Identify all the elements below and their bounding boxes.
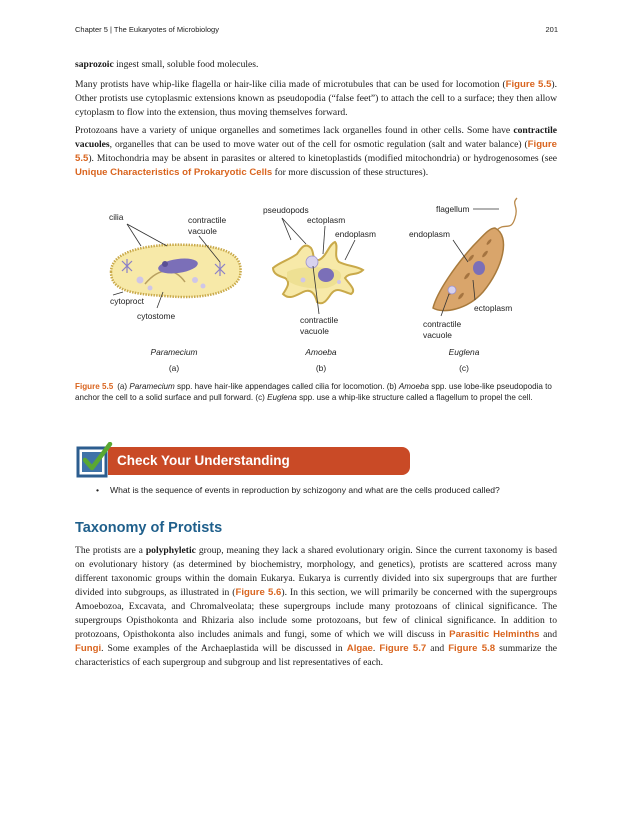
paramecium-illustration	[109, 212, 241, 373]
figure-5-8-link[interactable]: Figure 5.8	[448, 643, 496, 654]
paragraph-text: The protists are a	[75, 545, 146, 556]
protist-figure	[75, 196, 557, 376]
name-paramecium: Paramecium	[150, 347, 198, 357]
caption-text: spp. have hair-like appendages called cilia for locomotion. (b)	[174, 382, 399, 391]
label-vacuole: vacuole	[300, 326, 329, 336]
label-vacuole: vacuole	[423, 330, 452, 340]
caption-figure-number: Figure 5.5	[75, 382, 114, 391]
label-ectoplasm: ectoplasm	[474, 303, 513, 313]
paragraph-text: group, meaning they lack a shared evolutionary origin. Since the current taxonomy is based on evolutionary history (as determined by biochemistry, morphology, and genetics), protists are scattered across many different taxonomic groups within the domain Eukarya. Eukarya is currently divided into six supergroups that are further divided into subgroups, as illustrated in (	[75, 545, 557, 598]
paragraph-text: for more discussion of these structures).	[272, 167, 429, 178]
paragraph-text: and	[426, 643, 449, 654]
fungi-link[interactable]: Fungi	[75, 643, 102, 654]
paragraph-text: ). Mitochondria may be absent in parasites or altered to kinetoplastids (modified mitochondria) or hydrogenosomes (see	[88, 153, 557, 164]
page-header	[75, 25, 558, 39]
euglena-nucleus	[473, 261, 485, 275]
label-vacuole: vacuole	[188, 226, 217, 236]
euglena-flagellum	[497, 198, 517, 230]
figure-5-5-link[interactable]: Figure 5.5	[505, 79, 552, 90]
paragraph-text: summarize the characteristics of each supergroup and subgroup and list representatives of each.	[75, 643, 557, 668]
page-number: 201	[545, 25, 558, 34]
paragraph-organelles	[75, 124, 557, 180]
paragraph-taxonomy	[75, 544, 557, 670]
paragraph-text: .	[372, 643, 380, 654]
term-contractile-vacuoles: contractile vacuoles	[75, 125, 557, 150]
euglena-cell	[433, 228, 504, 311]
check-question-text: What is the sequence of events in reproduction by schizogony and what are the cells produced called?	[110, 485, 500, 495]
food-vacuole	[201, 284, 206, 289]
label-flagellum: flagellum	[436, 204, 470, 214]
food-vacuole	[192, 277, 198, 283]
letter-c: (c)	[459, 363, 469, 373]
amoeba-illustration	[263, 205, 376, 373]
caption-genus: Paramecium	[129, 382, 175, 391]
name-amoeba: Amoeba	[305, 347, 337, 357]
prokaryotic-cells-link[interactable]: Unique Characteristics of Prokaryotic Cells	[75, 167, 273, 178]
label-pseudopods: pseudopods	[263, 205, 309, 215]
check-understanding-banner	[108, 447, 410, 475]
label-cytoproct: cytoproct	[110, 296, 144, 306]
caption-text: spp. use a whip-like structure called a flagellum to propel the cell.	[296, 393, 533, 402]
label-cytostome: cytostome	[137, 311, 176, 321]
term-polyphyletic: polyphyletic	[145, 545, 196, 556]
chapter-title: Chapter 5 | The Eukaryotes of Microbiology	[75, 25, 219, 34]
label-contractile: contractile	[300, 315, 339, 325]
paragraph-saprozoic	[75, 58, 557, 72]
label-cilia: cilia	[109, 212, 124, 222]
checkbox-check-icon	[76, 442, 114, 478]
caption-genus: Euglena	[267, 393, 297, 402]
caption-text: (a)	[117, 382, 130, 391]
label-endoplasm: endoplasm	[335, 229, 376, 239]
label-contractile: contractile	[423, 319, 462, 329]
parasitic-helminths-link[interactable]: Parasitic Helminths	[449, 629, 540, 640]
section-title: Taxonomy of Protists	[75, 520, 223, 536]
figure-5-5-link[interactable]: Figure 5.5	[75, 139, 557, 164]
bullet-dot: •	[96, 485, 100, 495]
paragraph-text: . Some examples of the Archaeplastida will be discussed in	[101, 643, 347, 654]
amoeba-nucleus	[318, 268, 334, 282]
paragraph-text: Many protists have whip-like flagella or hair-like cilia made of microtubules that can be used for locomotion (	[75, 79, 506, 90]
check-understanding-title: Check Your Understanding	[117, 453, 290, 468]
paragraph-text: ). Other protists use cytoplasmic extensions known as pseudopodia (“false feet”) to attach the cell to a surface; they then allow cytoplasm to flow into the extension, thus moving themselves forward.	[75, 79, 557, 118]
check-question-item	[96, 485, 556, 495]
figure-5-7-link[interactable]: Figure 5.7	[379, 643, 427, 654]
food-vacuole	[337, 280, 341, 284]
name-euglena: Euglena	[448, 347, 480, 357]
euglena-illustration	[409, 198, 517, 373]
paragraph-locomotion	[75, 78, 557, 120]
term-saprozoic: saprozoic	[75, 59, 114, 70]
figure-caption	[75, 381, 553, 403]
paragraph-text: , organelles that can be used to move water out of the cell for osmotic regulation (salt and water balance) (	[109, 139, 528, 150]
caption-text: spp. use lobe-like pseudopodia to anchor the cell to a solid surface and pull forward. (c)	[75, 382, 552, 402]
food-vacuole	[301, 278, 306, 283]
paragraph-text: Protozoans have a variety of unique organelles and sometimes lack organelles found in other cells. Some have	[75, 125, 514, 136]
caption-genus: Amoeba	[398, 382, 430, 391]
food-vacuole	[137, 277, 144, 284]
amoeba-contractile-vacuole	[306, 256, 318, 268]
letter-b: (b)	[315, 363, 327, 373]
label-ectoplasm: ectoplasm	[307, 215, 346, 225]
paragraph-text: and	[539, 629, 557, 640]
euglena-contractile-vacuole	[448, 286, 456, 294]
food-vacuole	[148, 286, 153, 291]
letter-a: (a)	[168, 363, 180, 373]
label-endoplasm: endoplasm	[409, 229, 450, 239]
paragraph-text: ). In this section, we will primarily be concerned with the supergroups Amoebozoa, Excavata, and Chromalveolata; these supergroups include many protozoans of clinical significance. The supergroups Opisthokonta and Rhizaria also include some protozoans, but few of clinical significance. In addition to protozoans, Opisthokonta also includes animals and fungi, some of which we will discuss in	[75, 587, 557, 640]
algae-link[interactable]: Algae	[346, 643, 373, 654]
paragraph-text: ingest small, soluble food molecules.	[113, 59, 259, 70]
paramecium-micronucleus	[162, 261, 168, 267]
figure-5-6-link[interactable]: Figure 5.6	[235, 587, 282, 598]
label-contractile: contractile	[188, 215, 227, 225]
